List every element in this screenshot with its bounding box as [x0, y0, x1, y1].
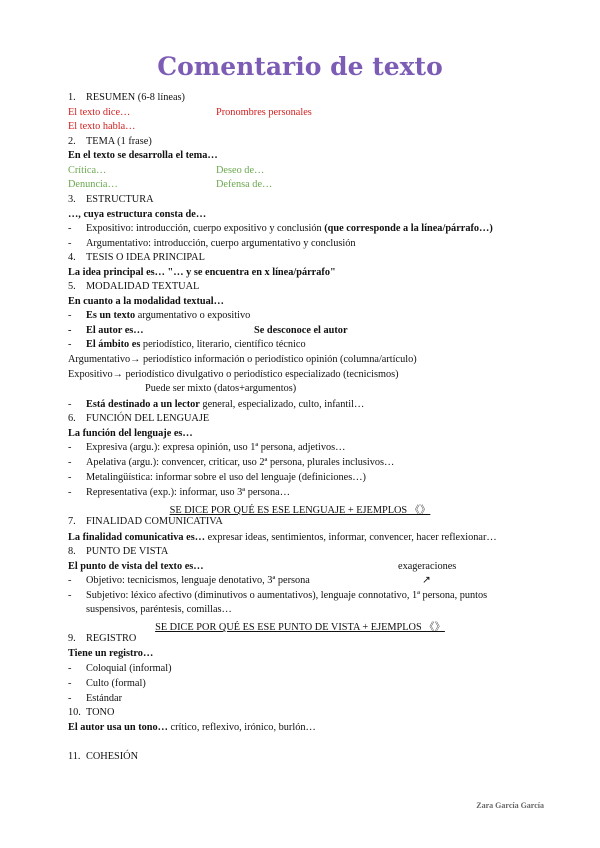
section-title: FUNCIÓN DEL LENGUAJE	[86, 413, 210, 424]
s5-item-autor	[68, 324, 144, 337]
page-title: Comentario de texto	[157, 52, 443, 81]
item-text: Culto (formal)	[86, 678, 146, 689]
section-number: 1.	[68, 92, 76, 103]
bullet-dash: -	[68, 457, 72, 468]
section-title: COHESIÓN	[86, 751, 139, 762]
s5-lead: En cuanto a la modalidad textual…	[68, 296, 224, 307]
bullet-dash: -	[68, 590, 72, 601]
item-text: Subjetivo: léxico afectivo (diminutivos o aumentativos), lenguaje connotativo, 1ª persona, puntos	[86, 590, 488, 601]
s5-argumentativo-line: Argumentativo→ periodístico información o periodístico opinión (columna/artículo)	[68, 354, 417, 365]
section-title: ESTRUCTURA	[86, 194, 154, 205]
section-5-heading	[68, 280, 199, 293]
section-title: RESUMEN (6-8 líneas)	[86, 92, 185, 103]
s10-lead	[68, 721, 316, 734]
s8-lead: El punto de vista del texto es…	[68, 561, 204, 572]
bullet-dash: -	[68, 399, 72, 410]
section-title: TONO	[86, 707, 115, 718]
section-number: 11.	[68, 751, 81, 762]
s5-item-ambito	[68, 338, 306, 351]
item-text: Estándar	[86, 693, 123, 704]
section-number: 8.	[68, 546, 76, 557]
s5-desconoce-autor: Se desconoce el autor	[254, 325, 348, 336]
s9-item-estandar	[68, 692, 122, 705]
s6-note: SE DICE POR QUÉ ES ESE LENGUAJE + EJEMPLOS 《》	[169, 505, 431, 516]
section-number: 7.	[68, 516, 76, 527]
lead-text: expresar ideas, sentimientos, informar, convencer, hacer reflexionar…	[205, 532, 497, 543]
s6-item-metalinguistica	[68, 471, 366, 484]
bullet-dash: -	[68, 223, 72, 234]
section-6-heading	[68, 412, 209, 425]
section-number: 3.	[68, 194, 76, 205]
section-10-heading	[68, 706, 114, 719]
s7-lead	[68, 531, 497, 544]
item-text: Objetivo: tecnicismos, lenguaje denotativo, 3ª persona	[86, 575, 310, 586]
lead-text: crítico, reflexivo, irónico, burlón…	[167, 722, 316, 733]
bullet-dash: -	[68, 693, 72, 704]
s5-mixto-line: Puede ser mixto (datos+argumentos)	[145, 383, 297, 394]
arrow-ne-icon: ↗	[422, 575, 431, 586]
item-bold: Es un texto	[86, 310, 136, 321]
bullet-dash: -	[68, 472, 72, 483]
lead-bold: La finalidad comunicativa es…	[68, 532, 206, 543]
section-7-heading	[68, 515, 223, 528]
s3-lead: …, cuya estructura consta de…	[68, 209, 207, 220]
item-text: Expositivo: introducción, cuerpo expositivo y conclusión	[86, 223, 325, 234]
s8-item-subjetivo	[68, 589, 487, 602]
s6-item-expresiva	[68, 441, 345, 454]
item-text: Argumentativo: introducción, cuerpo argumentativo y conclusión	[86, 238, 356, 249]
s2-lead: En el texto se desarrolla el tema…	[68, 150, 218, 161]
s2-deseo: Deseo de…	[216, 165, 265, 176]
item-text: Representativa (exp.): informar, uso 3ª persona…	[86, 487, 291, 498]
section-title: FINALIDAD COMUNICATIVA	[86, 516, 223, 527]
section-number: 4.	[68, 252, 76, 263]
s6-lead: La función del lenguaje es…	[68, 428, 193, 439]
section-9-heading	[68, 632, 136, 645]
section-title: PUNTO DE VISTA	[86, 546, 169, 557]
bullet-dash: -	[68, 310, 72, 321]
item-bold: (que corresponde a la línea/párrafo…)	[324, 223, 493, 234]
bullet-dash: -	[68, 663, 72, 674]
section-title: REGISTRO	[86, 633, 137, 644]
bullet-dash: -	[68, 678, 72, 689]
item-text: Metalingüística: informar sobre el uso del lenguaje (definiciones…)	[86, 472, 366, 483]
s6-item-representativa	[68, 486, 290, 499]
s8-exageraciones: exageraciones	[398, 561, 457, 572]
item-text: general, especializado, culto, infantil…	[199, 399, 365, 410]
s3-item-expositivo	[68, 222, 493, 235]
section-2-heading	[68, 135, 152, 148]
section-number: 5.	[68, 281, 76, 292]
section-number: 9.	[68, 633, 76, 644]
s5-item-lector	[68, 398, 364, 411]
s1-text-habla: El texto habla…	[68, 121, 136, 132]
bullet-dash: -	[68, 575, 72, 586]
s3-item-argumentativo	[68, 237, 356, 250]
section-8-heading	[68, 545, 168, 558]
item-text: Coloquial (informal)	[86, 663, 172, 674]
section-number: 6.	[68, 413, 76, 424]
s1-pronombres: Pronombres personales	[216, 107, 312, 118]
s6-item-apelativa	[68, 456, 394, 469]
s9-lead: Tiene un registro…	[68, 648, 154, 659]
section-number: 2.	[68, 136, 76, 147]
s8-item-objetivo	[68, 574, 310, 587]
section-title: TESIS O IDEA PRINCIPAL	[86, 252, 205, 263]
item-bold: Está destinado a un lector	[86, 399, 200, 410]
section-3-heading	[68, 193, 154, 206]
item-bold: El ámbito es	[86, 339, 141, 350]
footer-author: Zara García García	[476, 801, 544, 810]
item-text: argumentativo o expositivo	[135, 310, 251, 321]
s2-denuncia: Denuncia…	[68, 179, 118, 190]
lead-bold: El autor usa un tono…	[68, 722, 168, 733]
s9-item-culto	[68, 677, 146, 690]
section-title: MODALIDAD TEXTUAL	[86, 281, 200, 292]
s1-text-dice: El texto dice…	[68, 107, 131, 118]
item-text: Apelativa (argu.): convencer, criticar, uso 2ª persona, plurales inclusivos…	[86, 457, 395, 468]
bullet-dash: -	[68, 442, 72, 453]
s5-item-texto	[68, 309, 250, 322]
item-text: Expresiva (argu.): expresa opinión, uso 1ª persona, adjetivos…	[86, 442, 346, 453]
bullet-dash: -	[68, 238, 72, 249]
section-4-heading	[68, 251, 205, 264]
s2-critica: Crítica…	[68, 165, 107, 176]
s8-note: SE DICE POR QUÉ ES ESE PUNTO DE VISTA + EJEMPLOS 《》	[155, 622, 445, 633]
s4-lead: La idea principal es… "… y se encuentra en x línea/párrafo"	[68, 267, 336, 278]
section-number: 10.	[68, 707, 81, 718]
s2-defensa: Defensa de…	[216, 179, 273, 190]
bullet-dash: -	[68, 339, 72, 350]
s5-expositivo-line: Expositivo→ periodístico divulgativo o periodístico especializado (tecnicismos)	[68, 369, 399, 380]
bullet-dash: -	[68, 325, 72, 336]
item-bold: El autor es…	[86, 325, 144, 336]
section-1-heading	[68, 91, 185, 104]
s8-item-subjetivo-cont: suspensivos, paréntesis, comillas…	[86, 604, 232, 615]
bullet-dash: -	[68, 487, 72, 498]
section-title: TEMA (1 frase)	[86, 136, 152, 147]
section-11-heading	[68, 750, 138, 763]
s9-item-coloquial	[68, 662, 172, 675]
item-text: periodístico, literario, científico técnico	[140, 339, 306, 350]
